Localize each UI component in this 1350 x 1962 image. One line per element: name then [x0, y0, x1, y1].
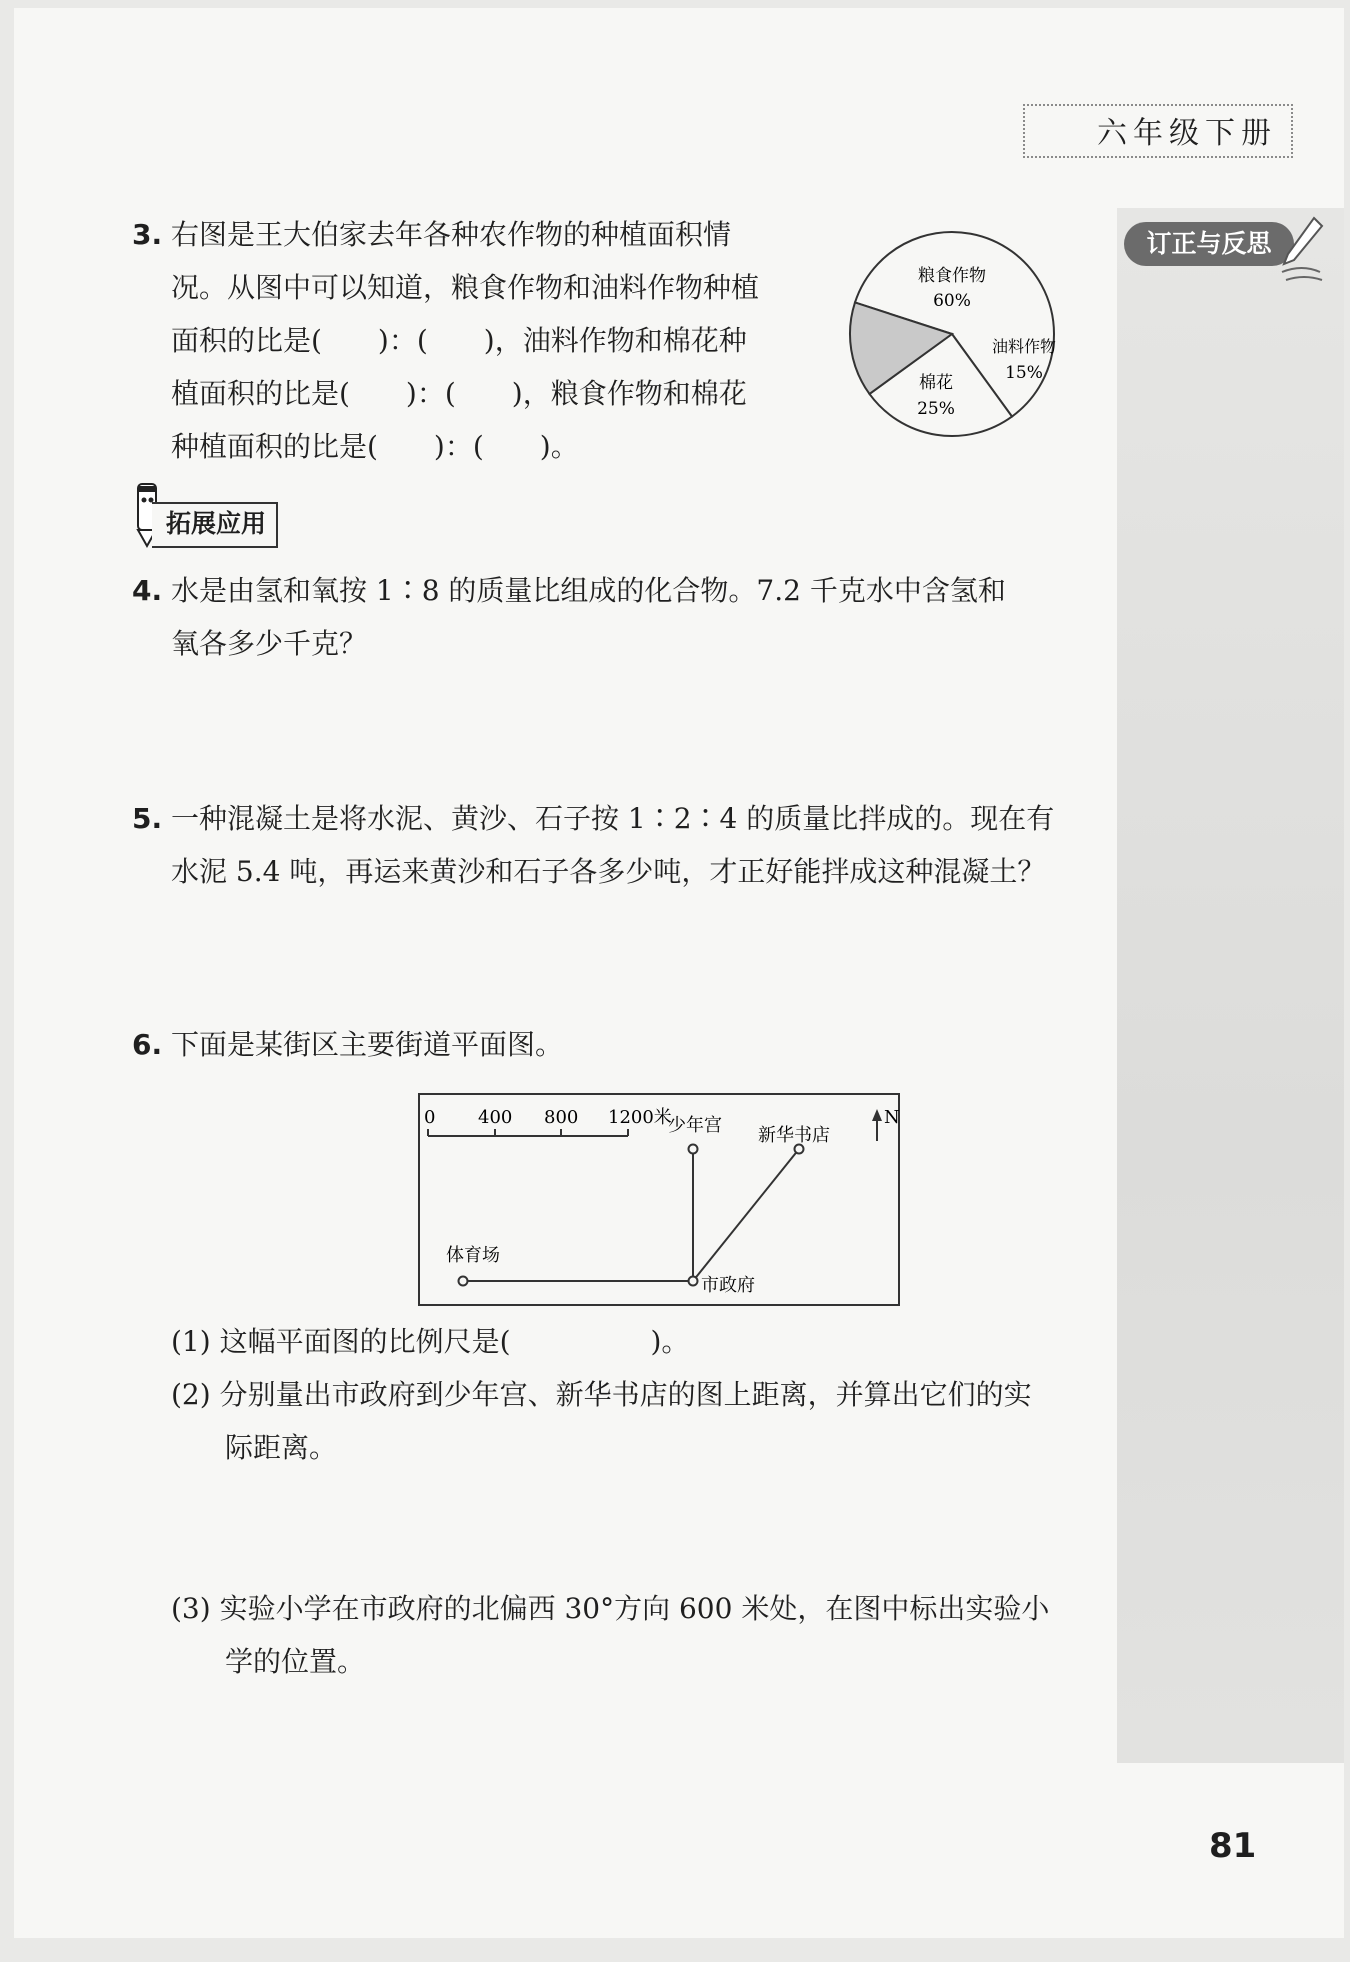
stadium-label: 体育场	[446, 1245, 500, 1266]
q3-line: 植面积的比是( )：( )，粮食作物和棉花	[171, 377, 747, 410]
page-number: 81	[1209, 1826, 1257, 1866]
section-heading: 拓展应用	[152, 502, 278, 548]
q6-sub3-line: (3) 实验小学在市政府的北偏西 30°方向 600 米处，在图中标出实验小	[171, 1592, 1050, 1625]
q6-intro: 下面是某街区主要街道平面图。	[171, 1028, 564, 1061]
pencil-icon	[1276, 214, 1326, 284]
q6-sub3	[171, 1582, 1091, 1688]
pie-label-oil: 油料作物	[991, 337, 1057, 356]
cityhall-label: 市政府	[701, 1275, 755, 1296]
q3-number: 3.	[132, 218, 163, 251]
scale-tick: 800	[544, 1107, 579, 1128]
q6-sub2-line: (2) 分别量出市政府到少年宫、新华书店的图上距离，并算出它们的实	[171, 1378, 1032, 1411]
pie-label-grain: 粮食作物	[918, 266, 986, 286]
q6-sub3-line: 学的位置。	[225, 1645, 366, 1678]
youthpalace-label: 少年宫	[668, 1115, 722, 1136]
correction-tag: 订正与反思	[1124, 222, 1294, 266]
scale-tick: 400	[478, 1107, 513, 1128]
pie-value-grain: 60%	[933, 291, 971, 311]
youthpalace-point	[689, 1145, 698, 1154]
scale-tick: 1200米	[608, 1107, 672, 1128]
correction-sidebar	[1117, 208, 1344, 1763]
grade-label: 六年级下册	[1089, 108, 1285, 152]
q5-number: 5.	[132, 802, 163, 835]
cityhall-point	[689, 1277, 698, 1286]
stadium-point	[459, 1277, 468, 1286]
pie-label-cotton: 棉花	[919, 373, 953, 393]
q4-line: 水是由氢和氧按 1∶8 的质量比组成的化合物。7.2 千克水中含氢和	[171, 574, 1006, 607]
q4-line: 氧各多少千克？	[171, 627, 368, 660]
q3-line: 况。从图中可以知道，粮食作物和油料作物种植	[171, 271, 760, 304]
bookstore-label: 新华书店	[758, 1125, 830, 1146]
q6-sub2-line: 际距离。	[225, 1431, 338, 1464]
q3-line: 种植面积的比是( )：( )。	[171, 430, 579, 463]
street-map	[418, 1093, 900, 1308]
workbook-page	[14, 8, 1344, 1938]
q6-sub2	[171, 1368, 1091, 1474]
q5-line: 一种混凝土是将水泥、黄沙、石子按 1∶2∶4 的质量比拌成的。现在有	[171, 802, 1055, 835]
pie-value-oil: 15%	[1005, 363, 1043, 383]
q4-number: 4.	[132, 574, 163, 607]
crop-pie-chart	[844, 226, 1074, 446]
q6-number: 6.	[132, 1028, 163, 1061]
q3-line: 面积的比是( )：( )，油料作物和棉花种	[171, 324, 747, 357]
scale-tick: 0	[424, 1107, 436, 1128]
north-label: N	[884, 1107, 900, 1128]
q6-sub1: (1) 这幅平面图的比例尺是( )。	[171, 1325, 690, 1358]
q5-line: 水泥 5.4 吨，再运来黄沙和石子各多少吨，才正好能拌成这种混凝土？	[171, 855, 1046, 888]
q3-line: 右图是王大伯家去年各种农作物的种植面积情	[171, 218, 732, 251]
pie-value-cotton: 25%	[917, 399, 955, 419]
